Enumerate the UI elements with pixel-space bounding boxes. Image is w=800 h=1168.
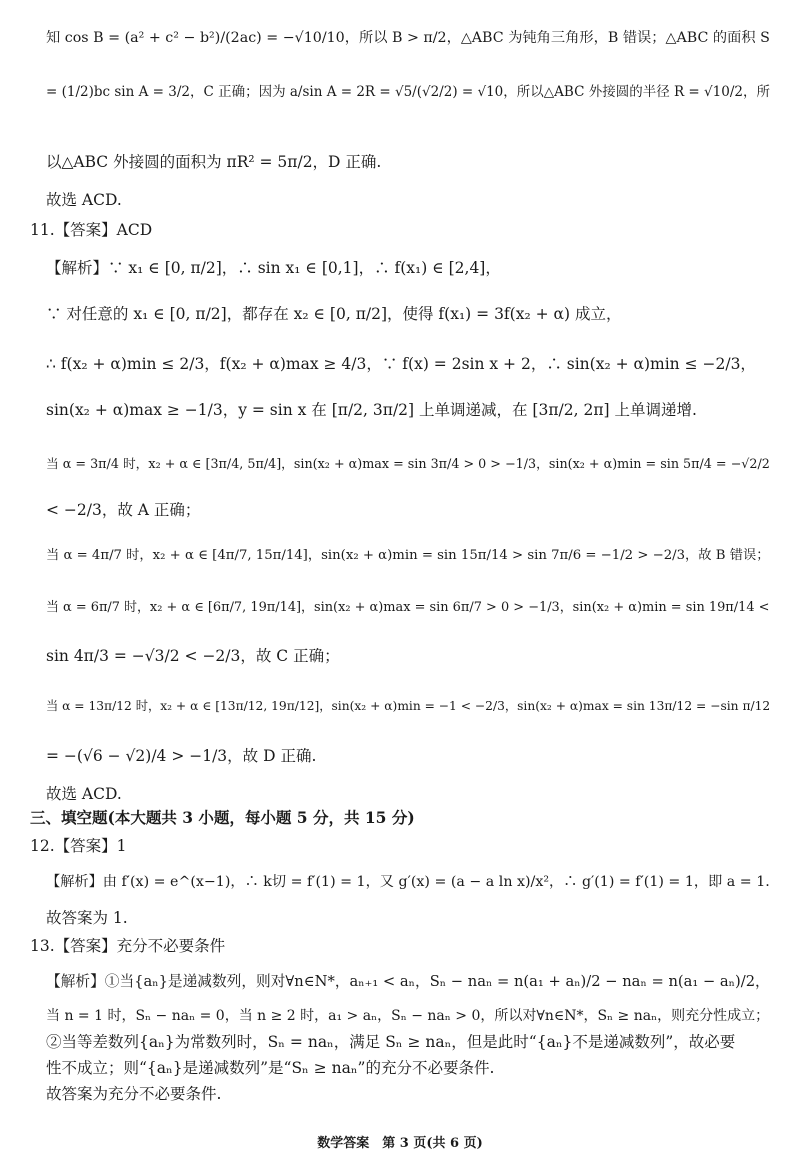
solution-line: 【解析】∵ x₁ ∈ [0, π/2]，∴ sin x₁ ∈ [0,1]，∴ f(x₁) ∈ [2,4]，	[46, 259, 501, 277]
solution-line: sin(x₂ + α)max ≥ −1/3，y = sin x 在 [π/2, 3π/2] 上单调递减，在 [3π/2, 2π] 上单调递增.	[46, 401, 697, 419]
question-answer-line: 13.【答案】充分不必要条件	[30, 937, 226, 955]
solution-line: 当 n = 1 时，Sₙ − naₙ = 0，当 n ≥ 2 时，a₁ > aₙ，Sₙ − naₙ > 0，所以对∀n∈N*，Sₙ ≥ naₙ，则充分性成立；	[46, 1008, 770, 1024]
solution-line: 性不成立；则“{aₙ}是递减数列”是“Sₙ ≥ naₙ”的充分不必要条件.	[46, 1059, 495, 1077]
solution-line: ②当等差数列{aₙ}为常数列时，Sₙ = naₙ，满足 Sₙ ≥ naₙ，但是此时“{aₙ}不是递减数列”，故必要	[46, 1033, 736, 1051]
solution-line: 故选 ACD.	[46, 191, 122, 209]
solution-line: ∴ f(x₂ + α)min ≤ 2/3，f(x₂ + α)max ≥ 4/3，∵ f(x) = 2sin x + 2，∴ sin(x₂ + α)min ≤ −2/3，	[46, 355, 756, 373]
solution-line: = (1/2)bc sin A = 3/2，C 正确；因为 a/sin A = 2R = √5/(√2/2) = √10，所以△ABC 外接圆的半径 R = √10/2，所	[46, 84, 770, 100]
solution-line: 知 cos B = (a² + c² − b²)/(2ac) = −√10/10，所以 B > π/2，△ABC 为钝角三角形，B 错误；△ABC 的面积 S	[46, 30, 770, 46]
solution-line: 故选 ACD.	[46, 785, 122, 803]
solution-line: 当 α = 13π/12 时，x₂ + α ∈ [13π/12, 19π/12]，sin(x₂ + α)min = −1 < −2/3，sin(x₂ + α)max = sin 13π/12 = −sin π/12	[46, 699, 771, 713]
solution-line: ∵ 对任意的 x₁ ∈ [0, π/2]，都存在 x₂ ∈ [0, π/2]，使得 f(x₁) = 3f(x₂ + α) 成立，	[46, 305, 622, 323]
solution-line: 【解析】由 f′(x) = e^(x−1)，∴ k切 = f′(1) = 1，又 g′(x) = (a − a ln x)/x²，∴ g′(1) = f′(1) = 1，即 a = 1.	[46, 874, 770, 890]
solution-line: 故答案为 1.	[46, 909, 128, 927]
section-heading: 三、填空题(本大题共 3 小题，每小题 5 分，共 15 分)	[30, 808, 415, 827]
solution-line: = −(√6 − √2)/4 > −1/3，故 D 正确.	[46, 747, 317, 765]
solution-line: 故答案为充分不必要条件.	[46, 1085, 222, 1103]
question-answer-line: 11.【答案】ACD	[30, 221, 153, 239]
solution-line: < −2/3，故 A 正确；	[46, 501, 201, 519]
solution-line: 以△ABC 外接圆的面积为 πR² = 5π/2，D 正确.	[46, 153, 382, 171]
solution-line: 当 α = 3π/4 时，x₂ + α ∈ [3π/4, 5π/4]，sin(x₂ + α)max = sin 3π/4 > 0 > −1/3，sin(x₂ + α)min = sin 5π/4 = −√2/2	[46, 456, 770, 471]
solution-line: 【解析】①当{aₙ}是递减数列，则对∀n∈N*，aₙ₊₁ < aₙ，Sₙ − naₙ = n(a₁ + aₙ)/2 − naₙ = n(a₁ − aₙ)/2，	[46, 973, 770, 990]
question-answer-line: 12.【答案】1	[30, 837, 127, 855]
page-footer: 数学答案 第 3 页(共 6 页)	[317, 1136, 483, 1151]
solution-line: sin 4π/3 = −√3/2 < −2/3，故 C 正确；	[46, 647, 340, 665]
solution-line: 当 α = 6π/7 时，x₂ + α ∈ [6π/7, 19π/14]，sin(x₂ + α)max = sin 6π/7 > 0 > −1/3，sin(x₂ + α)min = sin 19π/14 <	[46, 600, 770, 615]
solution-line: 当 α = 4π/7 时，x₂ + α ∈ [4π/7, 15π/14]，sin(x₂ + α)min = sin 15π/14 > sin 7π/6 = −1/2 > −2/3，故 B 错误；	[46, 548, 770, 563]
